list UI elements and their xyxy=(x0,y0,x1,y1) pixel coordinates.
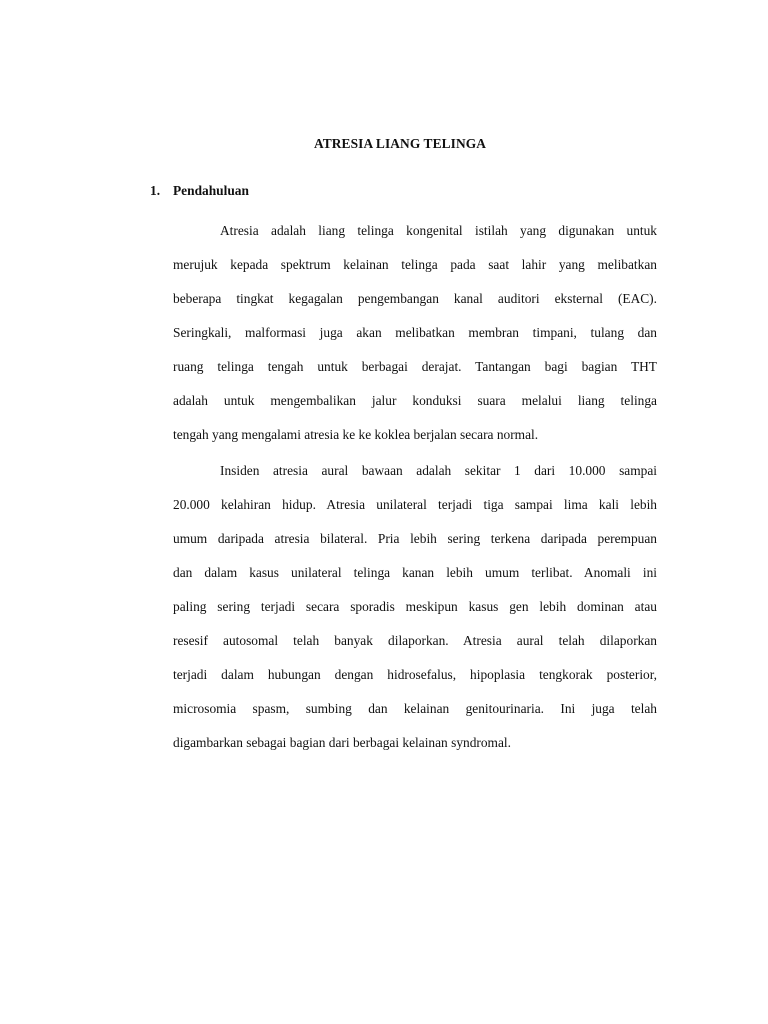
paragraph-line: 20.000 kelahiran hidup. Atresia unilateral terjadi tiga sampai lima kali lebih xyxy=(173,497,657,512)
paragraph-line: resesif autosomal telah banyak dilaporkan. Atresia aural telah dilaporkan xyxy=(173,633,657,648)
paragraph-line: paling sering terjadi secara sporadis meskipun kasus gen lebih dominan atau xyxy=(173,599,657,614)
paragraph-line: digambarkan sebagai bagian dari berbagai kelainan syndromal. xyxy=(173,735,511,750)
paragraph-line: Atresia adalah liang telinga kongenital istilah yang digunakan untuk xyxy=(220,223,657,238)
paragraph-line: merujuk kepada spektrum kelainan telinga pada saat lahir yang melibatkan xyxy=(173,257,657,272)
section-number: 1. xyxy=(150,183,161,198)
paragraph-line: terjadi dalam hubungan dengan hidrosefalus, hipoplasia tengkorak posterior, xyxy=(173,667,657,682)
paragraph-line: Seringkali, malformasi juga akan melibatkan membran timpani, tulang dan xyxy=(173,325,657,340)
paragraph-2 xyxy=(173,454,657,760)
paragraph-line: ruang telinga tengah untuk berbagai derajat. Tantangan bagi bagian THT xyxy=(173,359,657,374)
paragraph-line: beberapa tingkat kegagalan pengembangan kanal auditori eksternal (EAC). xyxy=(173,291,657,306)
paragraph-1 xyxy=(173,214,657,452)
document-title: ATRESIA LIANG TELINGA xyxy=(313,136,486,151)
section-heading-text: Pendahuluan xyxy=(173,183,249,198)
paragraph-line: adalah untuk mengembalikan jalur konduksi suara melalui liang telinga xyxy=(173,393,657,408)
paragraph-line: umum daripada atresia bilateral. Pria lebih sering terkena daripada perempuan xyxy=(173,531,657,546)
paragraph-line: tengah yang mengalami atresia ke ke koklea berjalan secara normal. xyxy=(173,427,539,442)
paragraph-line: microsomia spasm, sumbing dan kelainan genitourinaria. Ini juga telah xyxy=(173,701,657,716)
paragraph-line: Insiden atresia aural bawaan adalah sekitar 1 dari 10.000 sampai xyxy=(220,463,657,478)
paragraph-line: dan dalam kasus unilateral telinga kanan lebih umum terlibat. Anomali ini xyxy=(173,565,657,580)
section-heading xyxy=(150,183,249,199)
